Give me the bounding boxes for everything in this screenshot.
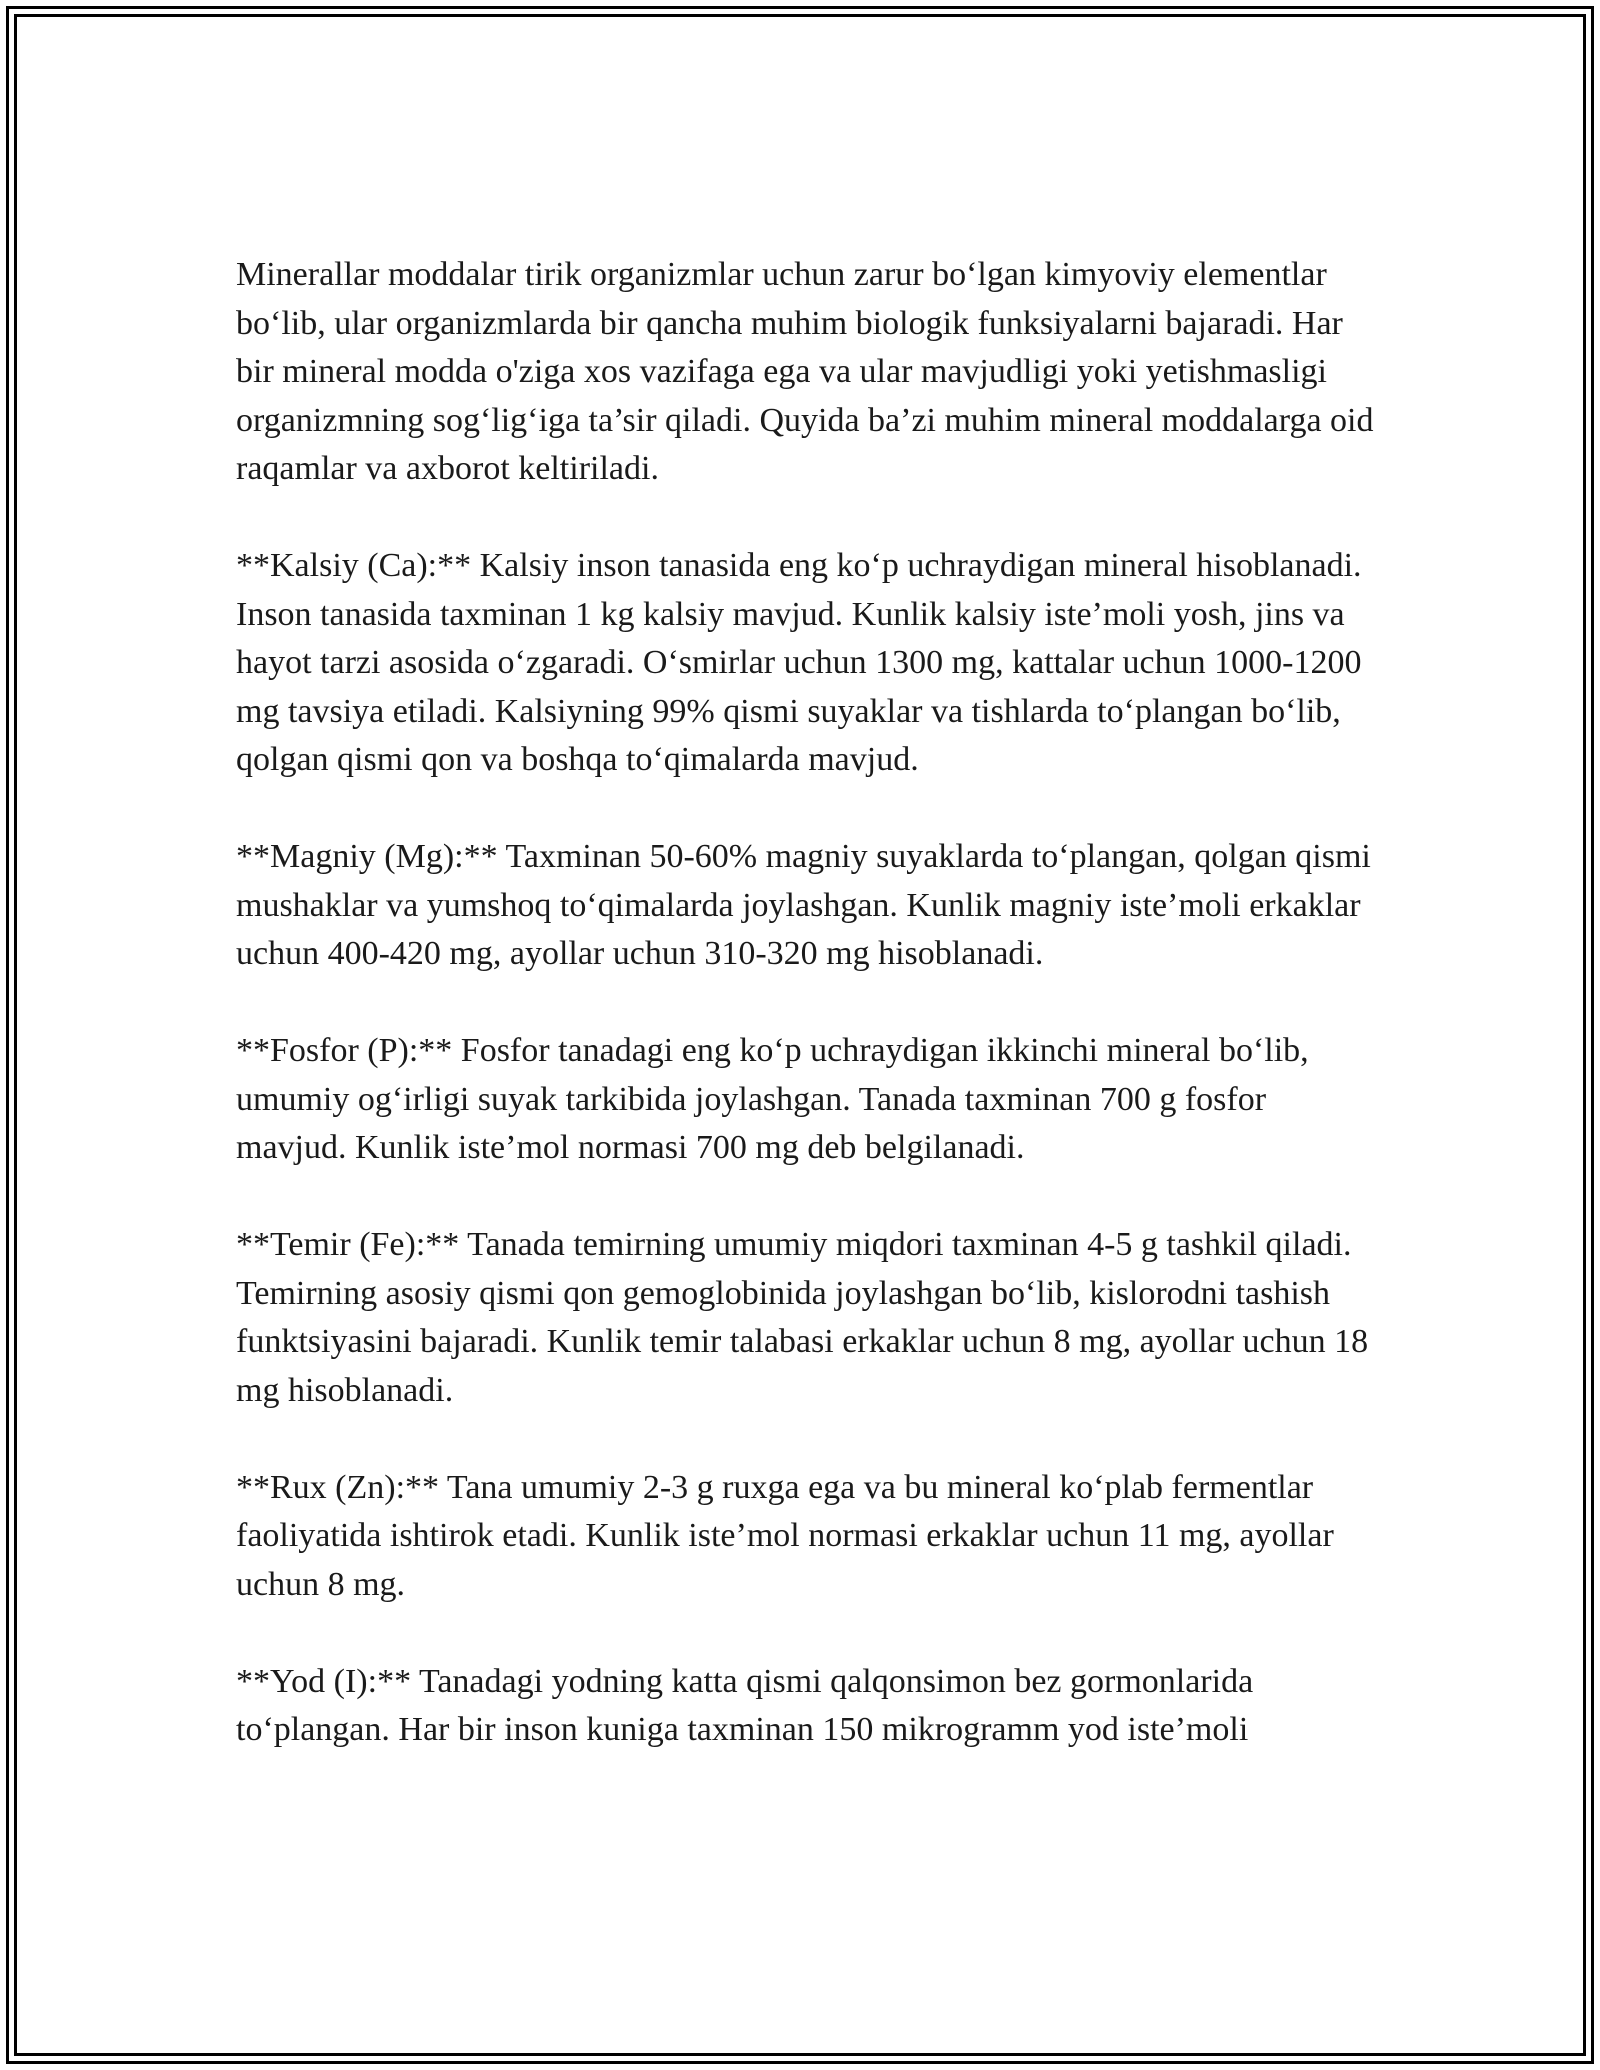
paragraph-zinc: **Rux (Zn):** Tana umumiy 2-3 g ruxga ega va bu mineral ko‘plab fermentlar faoliyatida ishtirok etadi. Kunlik iste’mol normasi erkaklar uchun 11 mg, ayollar uchun 8 mg.: [236, 1468, 1334, 1603]
paragraph-calcium: **Kalsiy (Ca):** Kalsiy inson tanasida eng ko‘p uchraydigan mineral hisoblanadi. Inson tanasida taxminan 1 kg kalsiy mavjud. Kunlik kalsiy iste’moli yosh, jins va hayot tarzi asosida o‘zgaradi. O‘smirlar uchun 1300 mg, kattalar uchun 1000-1200 mg tavsiya etiladi. Kalsiyning 99% qismi suyaklar va tishlarda to‘plangan bo‘lib, qolgan qismi qon va boshqa to‘qimalarda mavjud.: [236, 547, 1362, 778]
paragraph-magnesium: **Magniy (Mg):** Taxminan 50-60% magniy suyaklarda to‘plangan, qolgan qismi mushaklar va yumshoq to‘qimalarda joylashgan. Kunlik magniy iste’moli erkaklar uchun 400-420 mg, ayollar uchun 310-320 mg hisoblanadi.: [236, 838, 1371, 972]
paragraph-phosphorus: **Fosfor (P):** Fosfor tanadagi eng ko‘p uchraydigan ikkinchi mineral bo‘lib, umumiy og‘irligi suyak tarkibida joylashgan. Tanada taxminan 700 g fosfor mavjud. Kunlik iste’mol normasi 700 mg deb belgilanadi.: [236, 1032, 1309, 1166]
paragraph-iodine: **Yod (I):** Tanadagi yodning katta qismi qalqonsimon bez gormonlarida to‘plangan. Har bir inson kuniga taxminan 150 mikrogramm yod iste’moli: [236, 1662, 1254, 1748]
paragraph-intro: Minerallar moddalar tirik organizmlar uchun zarur bo‘lgan kimyoviy elementlar bo‘lib, ular organizmlarda bir qancha muhim biologik funksiyalarni bajaradi. Har bir mineral modda o'ziga xos vazifaga ega va ular mavjudligi yoki yetishmasligi organizmning sog‘lig‘iga ta’sir qiladi. Quyida ba’zi muhim mineral moddalarga oid raqamlar va axborot keltiriladi.: [236, 256, 1374, 487]
document-body: [236, 251, 1376, 1755]
paragraph-iron: **Temir (Fe):** Tanada temirning umumiy miqdori taxminan 4-5 g tashkil qiladi. Temirning asosiy qismi qon gemoglobinida joylashgan bo‘lib, kislorodni tashish funktsiyasini bajaradi. Kunlik temir talabasi erkaklar uchun 8 mg, ayollar uchun 18 mg hisoblanadi.: [236, 1226, 1369, 1409]
